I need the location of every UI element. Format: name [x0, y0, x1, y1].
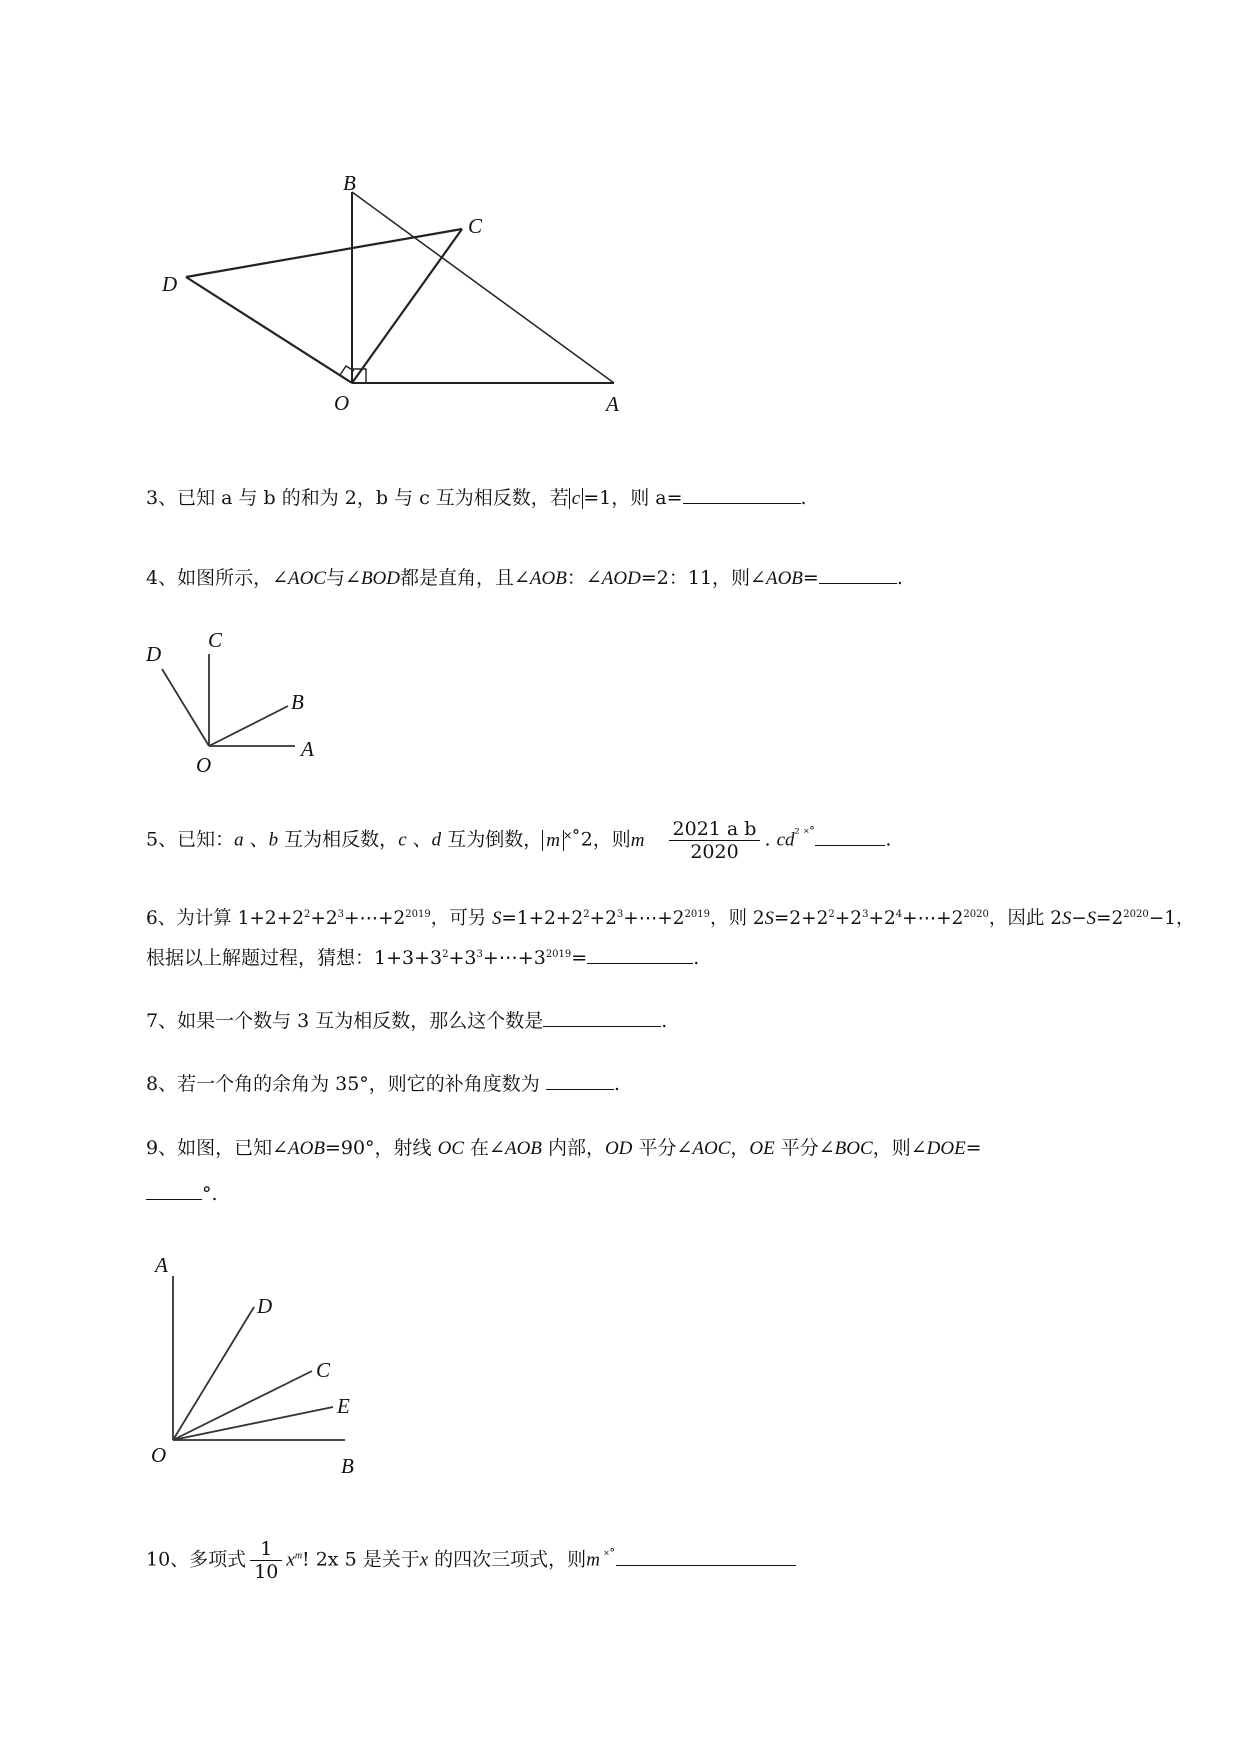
q8-period: .	[613, 1073, 620, 1095]
q9-text-6: 平分	[774, 1137, 819, 1159]
q4-angle-aob-2: ∠AOB	[750, 568, 803, 589]
label-D: D	[162, 272, 178, 296]
q6-seg-e: =1+2+2	[501, 908, 584, 929]
q9-ray-od: OD	[604, 1138, 633, 1159]
question-5	[146, 818, 891, 863]
q9-ray-oc: OC	[437, 1138, 464, 1159]
q4-equals: =	[802, 567, 819, 589]
label-O: O	[151, 1443, 167, 1467]
q6-exp-3c: 3	[862, 909, 869, 920]
q5-var-m: m	[630, 829, 645, 851]
q4-angle-aod: ∠AOD	[585, 568, 641, 589]
q6-seg-b: +2	[310, 908, 338, 929]
q4-period: .	[896, 567, 903, 589]
label-C: C	[316, 1358, 331, 1382]
q10-text-2: 的四次三项式，则	[428, 1548, 587, 1571]
label-B: B	[343, 171, 356, 195]
q9-angle-aob: ∠AOB	[272, 1138, 325, 1159]
q6-answer-blank[interactable]	[587, 945, 693, 964]
q6-line2-d: =	[571, 947, 588, 969]
q10-answer-blank[interactable]	[616, 1547, 796, 1566]
label-C: C	[208, 628, 223, 652]
q6-seg-p: −1，	[1148, 908, 1195, 929]
q7-period: .	[661, 1010, 668, 1032]
q5-fraction	[669, 818, 761, 863]
q6-seg-k: +2	[868, 908, 896, 929]
q6-var-S4: S	[1086, 909, 1097, 929]
label-A: A	[606, 392, 619, 416]
q9-text-5: ，	[730, 1137, 750, 1159]
figure-2-angles	[140, 625, 340, 775]
q9-text-2: 在	[464, 1137, 490, 1159]
q5-answer-blank[interactable]	[815, 827, 885, 846]
q6-seg-i: =2+2	[773, 908, 829, 929]
q6-seg-l: +⋯+2	[902, 908, 964, 929]
q5-text-3: ˟˚2，则	[563, 828, 631, 851]
label-C: C	[468, 214, 483, 238]
q9-lead: 9、如图，已知	[146, 1137, 273, 1159]
q5-sep-2: 、	[406, 828, 432, 851]
q4-text-2: 都是直角，且	[400, 567, 515, 589]
label-B: B	[291, 690, 304, 714]
q6-var-S2: S	[764, 909, 774, 929]
q10-text-3: ˟˚	[599, 1548, 616, 1564]
q6-seg-h: ，则 2	[709, 908, 765, 929]
label-A: A	[301, 737, 314, 761]
question-9	[146, 1134, 982, 1163]
q5-abs-m: m	[542, 830, 564, 851]
q5-period: .	[885, 828, 892, 851]
q6-seg-d: ，可另	[430, 908, 493, 929]
q6-exp-2019: 2019	[405, 909, 431, 920]
q9-text-7: ，则	[872, 1137, 911, 1159]
q9-angle-aoc: ∠AOC	[676, 1138, 731, 1159]
question-4	[146, 564, 903, 593]
q6-seg-j: +2	[834, 908, 863, 929]
q6-exp-2020: 2020	[963, 909, 989, 920]
q9-text-1: =90°，射线	[324, 1137, 438, 1159]
q6-line2-c: +⋯+3	[482, 947, 546, 969]
question-6-line-2	[146, 944, 699, 972]
q6-seg-a: 6、为计算 1+2+2	[146, 908, 304, 929]
q5-text-1: 互为相反数，	[278, 828, 399, 851]
q10-lead: 10、多项式	[146, 1548, 247, 1571]
q4-angle-aob: ∠AOB	[514, 568, 567, 589]
q7-answer-blank[interactable]	[543, 1008, 661, 1027]
q6-exp-3b: 3	[616, 909, 624, 920]
q7-text: 7、如果一个数与 3 互为相反数，那么这个数是	[146, 1010, 544, 1032]
q9-angle-doe: ∠DOE	[910, 1138, 966, 1159]
q4-angle-aoc: ∠AOC	[272, 568, 327, 589]
q9-degree-period: °.	[202, 1183, 218, 1205]
q4-text-3: =2：11，则	[640, 567, 751, 589]
q6-seg-g: +⋯+2	[623, 908, 685, 929]
q9-text-4: 平分	[632, 1137, 677, 1159]
figure-1-geometry	[150, 170, 630, 420]
q6-exp-2b: 2	[583, 909, 590, 920]
q5-fraction-denominator: 2020	[690, 841, 739, 863]
q6-var-S3: S	[1062, 909, 1072, 929]
q10-exp-m: m	[294, 1550, 303, 1562]
q5-dot: .	[764, 828, 771, 851]
q9-angle-boc: ∠BOC	[818, 1138, 873, 1159]
q4-answer-blank[interactable]	[819, 565, 897, 584]
label-E: E	[337, 1394, 350, 1418]
q6-exp-3: 3	[337, 909, 344, 920]
q6-seg-m: ，因此 2	[988, 908, 1062, 929]
q10-text-1: 5 是关于	[338, 1548, 420, 1571]
q6-seg-c: +⋯+2	[344, 908, 406, 929]
q8-text: 8、若一个角的余角为 35°，则它的补角度数为	[146, 1073, 546, 1095]
label-D: D	[257, 1294, 273, 1318]
label-O: O	[334, 391, 350, 415]
q6-seg-n: −	[1071, 908, 1087, 929]
label-A: A	[155, 1253, 168, 1277]
q9-answer-blank[interactable]	[146, 1181, 202, 1200]
q5-var-c: c	[398, 829, 407, 851]
question-8	[146, 1070, 620, 1098]
q6-seg-o: =2	[1096, 908, 1124, 929]
q6-line2-exp-2: 2	[442, 949, 449, 960]
label-B: B	[341, 1454, 354, 1478]
q10-fraction-denominator: 10	[254, 1561, 279, 1583]
q4-text-1: 与	[326, 567, 346, 589]
q6-line2-a: 根据以上解题过程，猜想：1+3+3	[146, 947, 443, 969]
q4-lead: 4、如图所示，	[146, 567, 273, 589]
q3-period: .	[800, 487, 807, 509]
q6-line2-b: +3	[448, 947, 477, 969]
q10-fraction-numerator: 1	[250, 1538, 282, 1561]
q5-var-b: b	[268, 829, 279, 851]
q6-line2-exp-2019: 2019	[545, 949, 572, 960]
label-D: D	[146, 642, 162, 666]
q6-var-S: S	[492, 909, 502, 929]
q10-var-x2: x	[419, 1549, 429, 1571]
q6-period: .	[693, 947, 700, 969]
q4-angle-bod: ∠BOD	[345, 568, 400, 589]
q10-var-m: m	[586, 1549, 600, 1571]
q6-exp-2: 2	[303, 909, 311, 920]
q5-text-4: ² ˟˚	[794, 826, 816, 842]
question-6-line-1	[146, 905, 1195, 933]
q5-var-a: a	[234, 829, 244, 851]
q5-lead: 5、已知：	[146, 828, 235, 851]
q9-ray-oe: OE	[749, 1138, 775, 1159]
q6-seg-f: +2	[589, 908, 617, 929]
q10-fraction	[250, 1538, 282, 1583]
q5-text-2: 互为倒数，	[441, 828, 543, 851]
figure-3-angle-bisectors	[145, 1250, 385, 1480]
q4-colon: ：	[566, 567, 586, 589]
question-10	[146, 1538, 796, 1583]
q5-fraction-numerator: 2021 a b	[669, 818, 761, 841]
q9-equals: =	[965, 1137, 982, 1159]
q10-mid: ! 2x	[302, 1548, 339, 1571]
q8-answer-blank[interactable]	[546, 1071, 614, 1090]
q9-angle-aob-2: ∠AOB	[489, 1138, 542, 1159]
q6-exp-2020b: 2020	[1123, 909, 1149, 920]
q9-text-3: 内部，	[541, 1137, 605, 1159]
q3-abs-c: c	[569, 488, 583, 509]
q10-var-x: x	[286, 1549, 295, 1571]
q3-text-1: 3、已知 a 与 b 的和为 2，b 与 c 互为相反数，若	[146, 487, 569, 509]
q6-exp-2019b: 2019	[684, 909, 710, 920]
q6-exp-4: 4	[895, 909, 903, 920]
q5-var-cd: cd	[776, 829, 795, 851]
label-O: O	[196, 753, 212, 775]
q5-var-d: d	[431, 829, 442, 851]
q3-text-2: =1，则 a=	[583, 487, 683, 509]
question-9-line-2	[146, 1180, 218, 1208]
q6-line2-exp-3: 3	[476, 949, 483, 960]
q6-exp-2c: 2	[828, 909, 835, 920]
q3-answer-blank[interactable]	[683, 485, 801, 504]
question-3	[146, 484, 807, 513]
question-7	[146, 1007, 667, 1035]
q5-sep-1: 、	[243, 828, 269, 851]
